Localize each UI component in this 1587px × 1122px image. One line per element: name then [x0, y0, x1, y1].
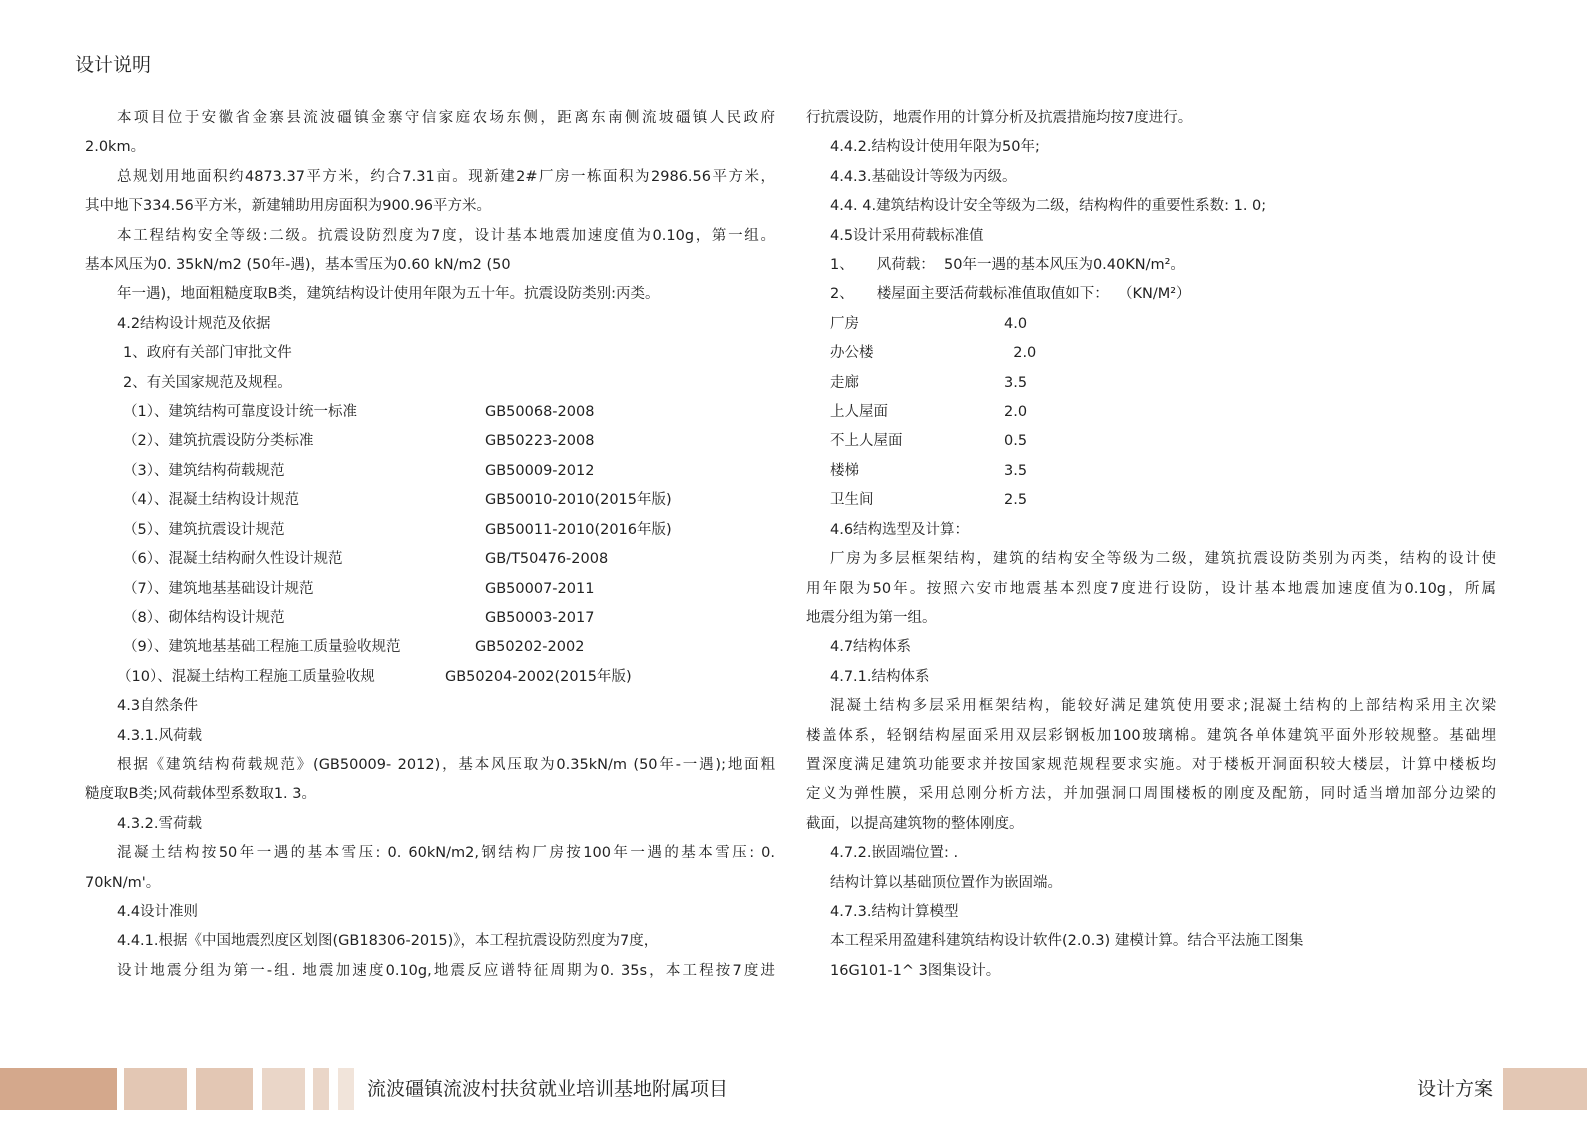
- standard-code: GB50204-2002(2015年版): [445, 668, 632, 685]
- paragraph: 本工程结构安全等级:二级。抗震设防烈度为7度，设计基本地震加速度值为0.10g，第一组。: [117, 227, 775, 244]
- paragraph: 行抗震设防，地震作用的计算分析及抗震措施均按7度进行。: [806, 110, 1193, 126]
- footer-block: [338, 1068, 354, 1110]
- standard-row: [85, 575, 775, 604]
- standard-code: GB50003-2017: [485, 609, 595, 626]
- load-name: 不上人屋面: [830, 433, 903, 450]
- standard-code: GB50007-2011: [485, 580, 595, 597]
- paragraph: 基本风压为0. 35kN/m2 (50年-遇)，基本雪压为0.60 kN/m2 (50: [85, 257, 511, 274]
- standard-row: [85, 633, 775, 662]
- paragraph: 地震分组为第一组。: [806, 609, 937, 626]
- section-heading: 4.4设计准则: [117, 903, 199, 920]
- standard-row: [85, 398, 775, 427]
- paragraph: 厂房为多层框架结构，建筑的结构安全等级为二级，建筑抗震设防类别为丙类，结构的设计使: [830, 551, 1496, 568]
- paragraph: 总规划用地面积约4873.37平方米，约合7.31亩。现新建2#厂房一栋面积为2986.56平方米，: [117, 168, 775, 185]
- section-heading: 4.4.3.基础设计等级为丙级。: [830, 168, 1017, 185]
- section-heading: 4.7.2.嵌固端位置: .: [830, 845, 959, 862]
- standard-code: GB50202-2002: [475, 639, 585, 656]
- list-item: 1、政府有关部门审批文件: [123, 345, 292, 362]
- load-value: 2.0: [1004, 404, 1028, 421]
- footer-block: [1503, 1068, 1587, 1110]
- paragraph: 楼盖体系，轻钢结构屋面采用双层彩钢板加100玻璃棉。建筑各单体建筑平面外形较规整。基础埋: [806, 727, 1496, 744]
- load-row: [806, 486, 1496, 515]
- paragraph: 根据《建筑结构荷载规范》(GB50009- 2012)，基本风压取为0.35kN/m (50年-一遇);地面粗: [117, 756, 775, 773]
- standard-row: [85, 486, 775, 515]
- paragraph: 4.4.1.根据《中国地震烈度区划图(GB18306-2015)》，本工程抗震设防烈度为7度，: [117, 933, 659, 950]
- standard-row: [85, 457, 775, 486]
- load-value: 2.0: [1004, 345, 1037, 362]
- load-row: [806, 310, 1496, 339]
- paragraph: 截面，以提高建筑物的整体刚度。: [806, 815, 1024, 832]
- load-name: 厂房: [830, 315, 859, 332]
- paragraph: 糙度取B类;风荷载体型系数取1. 3。: [85, 786, 317, 803]
- load-value: 2.5: [1004, 492, 1028, 509]
- standard-code: GB50223-2008: [485, 433, 595, 450]
- load-name: 办公楼: [830, 345, 874, 362]
- section-heading: 4.4. 4.建筑结构设计安全等级为二级，结构构件的重要性系数: 1. 0;: [830, 198, 1267, 215]
- list-item: 2、 楼屋面主要活荷载标准值取值如下： （KN/M²）: [830, 286, 1191, 303]
- standard-row: [85, 545, 775, 574]
- standard-name: （1）、建筑结构可靠度设计统一标准: [123, 404, 357, 421]
- standard-name: （4）、混凝土结构设计规范: [123, 492, 299, 509]
- paragraph: 2.0km。: [85, 139, 146, 156]
- load-row: [806, 398, 1496, 427]
- load-value: 4.0: [1004, 315, 1028, 332]
- standard-name: （5）、建筑抗震设计规范: [123, 521, 285, 538]
- footer-doc-type: 设计方案: [1417, 1078, 1494, 1100]
- footer-block: [262, 1068, 305, 1110]
- paragraph: 结构计算以基础顶位置作为嵌固端。: [830, 874, 1062, 891]
- standard-row: [85, 604, 775, 633]
- footer-project-title: 流波礓镇流波村扶贫就业培训基地附属项目: [367, 1078, 729, 1100]
- standard-code: GB50010-2010(2015年版): [485, 492, 672, 509]
- section-heading: 4.3.1.风荷载: [117, 727, 203, 744]
- paragraph: 其中地下334.56平方米，新建辅助用房面积为900.96平方米。: [85, 198, 491, 215]
- paragraph: 混凝土结构按50年一遇的基本雪压: 0. 60kN/m2,钢结构厂房按100年一遇的基本雪压: 0.: [117, 845, 775, 862]
- load-name: 卫生间: [830, 492, 874, 509]
- section-heading: 4.7.3.结构计算模型: [830, 903, 959, 920]
- standard-name: （10）、混凝土结构工程施工质量验收规: [117, 668, 375, 685]
- standard-name: （8）、砌体结构设计规范: [123, 609, 285, 626]
- paragraph: 混凝土结构多层采用框架结构，能较好满足建筑使用要求;混凝土结构的上部结构采用主次梁: [830, 698, 1496, 715]
- section-heading: 4.6结构选型及计算：: [830, 521, 970, 538]
- list-item: 2、有关国家规范及规程。: [123, 374, 292, 391]
- section-heading: 4.7.1.结构体系: [830, 668, 930, 685]
- standard-row: [85, 516, 775, 545]
- page-heading: 设计说明: [75, 54, 152, 76]
- standard-name: （2）、建筑抗震设防分类标准: [123, 433, 314, 450]
- section-heading: 4.5设计采用荷载标准值: [830, 227, 984, 244]
- standard-row: [85, 427, 775, 456]
- paragraph: 本工程采用盈建科建筑结构设计软件(2.0.3) 建模计算。结合平法施工图集: [830, 933, 1304, 950]
- paragraph: 定义为弹性膜，采用总刚分析方法，并加强洞口周围楼板的刚度及配筋，同时适当增加部分边梁的: [806, 786, 1496, 803]
- standard-name: （7）、建筑地基基础设计规范: [123, 580, 314, 597]
- load-row: [806, 339, 1496, 368]
- right-column: [806, 104, 1496, 986]
- load-value: 0.5: [1004, 433, 1028, 450]
- paragraph: 用年限为50年。按照六安市地震基本烈度7度进行设防，设计基本地震加速度值为0.10g，所属: [806, 580, 1496, 597]
- paragraph: 置深度满足建筑功能要求并按国家规范规程要求实施。对于楼板开洞面积较大楼层，计算中楼板均: [806, 756, 1496, 773]
- paragraph: 年一遇)，地面粗糙度取B类，建筑结构设计使用年限为五十年。抗震设防类别:丙类。: [117, 286, 660, 303]
- load-value: 3.5: [1004, 462, 1028, 479]
- section-heading: 4.2结构设计规范及依据: [117, 315, 271, 332]
- paragraph: 16G101-1^ 3图集设计。: [830, 962, 1001, 979]
- footer-block: [313, 1068, 329, 1110]
- standard-code: GB50011-2010(2016年版): [485, 521, 672, 538]
- paragraph: 设计地震分组为第一-组. 地震加速度0.10g,地震反应谱特征周期为0. 35s，本工程按7度进: [117, 962, 775, 979]
- load-name: 楼梯: [830, 462, 859, 479]
- load-row: [806, 427, 1496, 456]
- standard-code: GB50068-2008: [485, 404, 595, 421]
- load-row: [806, 457, 1496, 486]
- paragraph: 本项目位于安徽省金寨县流波礓镇金寨守信家庭农场东侧，距离东南侧流坡礓镇人民政府: [117, 110, 775, 126]
- standard-row: [85, 663, 775, 692]
- footer-block: [0, 1068, 117, 1110]
- load-value: 3.5: [1004, 374, 1028, 391]
- footer-block: [124, 1068, 187, 1110]
- footer-block: [196, 1068, 253, 1110]
- section-heading: 4.3自然条件: [117, 698, 199, 715]
- section-heading: 4.4.2.结构设计使用年限为50年;: [830, 139, 1040, 156]
- paragraph: 70kN/m'。: [85, 874, 161, 891]
- standard-name: （6）、混凝土结构耐久性设计规范: [123, 551, 343, 568]
- load-row: [806, 369, 1496, 398]
- section-heading: 4.3.2.雪荷载: [117, 815, 203, 832]
- standard-code: GB/T50476-2008: [485, 551, 609, 568]
- load-name: 走廊: [830, 374, 859, 391]
- standard-code: GB50009-2012: [485, 462, 595, 479]
- standard-name: （9）、建筑地基基础工程施工质量验收规范: [123, 639, 401, 656]
- footer-bar: [0, 1068, 1587, 1110]
- list-item: 1、 风荷载： 50年一遇的基本风压为0.40KN/m²。: [830, 257, 1185, 274]
- left-column: [85, 104, 775, 986]
- section-heading: 4.7结构体系: [830, 639, 912, 656]
- load-name: 上人屋面: [830, 404, 888, 421]
- standard-name: （3）、建筑结构荷载规范: [123, 462, 285, 479]
